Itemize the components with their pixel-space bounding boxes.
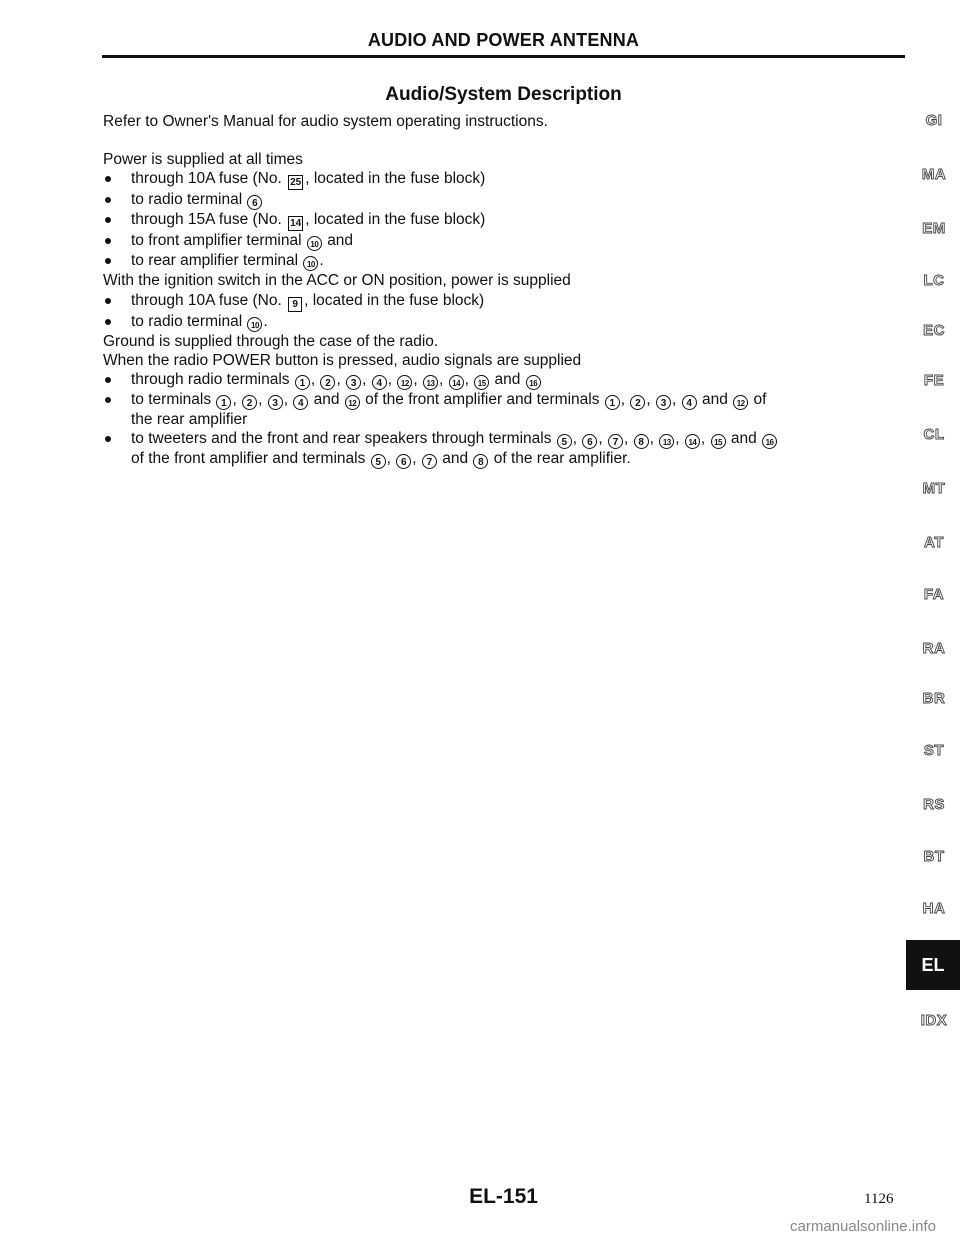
terminal-number: 6 bbox=[247, 195, 262, 210]
bullet-item: through 10A fuse (No. 25 , located in the fuse block) bbox=[103, 169, 903, 190]
tab-fa[interactable]: FA bbox=[923, 586, 945, 603]
terminal-number: 10 bbox=[247, 317, 262, 332]
page-header-title: AUDIO AND POWER ANTENNA bbox=[367, 30, 640, 50]
tab-gi[interactable]: GI bbox=[925, 112, 943, 129]
tab-cl[interactable]: CL bbox=[923, 426, 945, 443]
ground-text: Ground is supplied through the case of the radio. bbox=[103, 332, 439, 350]
tab-br[interactable]: BR bbox=[922, 690, 946, 707]
tab-idx[interactable]: IDX bbox=[920, 1012, 948, 1029]
tab-ec[interactable]: EC bbox=[923, 322, 945, 339]
intro-text: Refer to Owner's Manual for audio system operating instructions. bbox=[103, 113, 548, 130]
tab-ra[interactable]: RA bbox=[922, 640, 946, 657]
header-rule bbox=[102, 55, 905, 58]
bullet-item: to terminals 1 , 2 , 3 , 4 and 12 of the front amplifier and terminals 1 , 2 , 3 , 4 and 12 of bbox=[103, 390, 903, 410]
bullet-item: to front amplifier terminal 10 and bbox=[103, 231, 903, 251]
tab-ma[interactable]: MA bbox=[921, 166, 947, 183]
section-index-tabs bbox=[908, 0, 960, 1242]
bullet-item: to radio terminal 10 . bbox=[103, 312, 903, 332]
tab-mt[interactable]: MT bbox=[922, 480, 946, 497]
signal-heading: When the radio POWER button is pressed, audio signals are supplied bbox=[103, 351, 582, 369]
bullet-item: through 15A fuse (No. 14 , located in the fuse block) bbox=[103, 210, 903, 231]
section-title: Audio/System Description bbox=[385, 84, 622, 105]
tab-fe[interactable]: FE bbox=[923, 372, 945, 389]
bullet-item: to radio terminal 6 bbox=[103, 190, 903, 210]
tab-ha[interactable]: HA bbox=[922, 900, 946, 917]
tab-lc[interactable]: LC bbox=[923, 272, 945, 289]
tab-em[interactable]: EM bbox=[922, 220, 946, 237]
fuse-number: 9 bbox=[288, 297, 302, 312]
bullet-item: through 10A fuse (No. 9 , located in the fuse block) bbox=[103, 291, 903, 312]
power-heading: Power is supplied at all times bbox=[103, 151, 303, 169]
continued-text: the rear amplifier bbox=[131, 411, 248, 429]
fuse-number: 25 bbox=[290, 177, 302, 189]
continued-text: of the front amplifier and terminals 5 , 6 , 7 and 8 of the rear amplifier. bbox=[131, 450, 631, 469]
tab-el-active[interactable]: EL bbox=[906, 940, 960, 990]
page-code: 1126 bbox=[864, 1191, 894, 1207]
tab-st[interactable]: ST bbox=[923, 742, 945, 759]
tab-rs[interactable]: RS bbox=[923, 796, 945, 813]
page-number: EL-151 bbox=[469, 1185, 538, 1208]
bullet-item: to rear amplifier terminal 10 . bbox=[103, 251, 903, 271]
terminal-number: 10 bbox=[303, 256, 318, 271]
fuse-number: 14 bbox=[290, 218, 302, 230]
tab-at[interactable]: AT bbox=[924, 534, 944, 551]
document-body bbox=[103, 112, 903, 469]
bullet-item: through radio terminals 1 , 2 , 3 , 4 , 12 , 13 , 14 , 15 and 16 bbox=[103, 370, 903, 390]
bullet-item: to tweeters and the front and rear speakers through terminals 5 , 6 , 7 , 8 , 13 , 14 , 15 and 16 bbox=[103, 429, 903, 449]
ignition-heading: With the ignition switch in the ACC or ON position, power is supplied bbox=[103, 272, 571, 290]
tab-bt[interactable]: BT bbox=[923, 848, 945, 865]
terminal-number: 10 bbox=[307, 236, 322, 251]
watermark-text: carmanualsonline.info bbox=[790, 1218, 936, 1235]
